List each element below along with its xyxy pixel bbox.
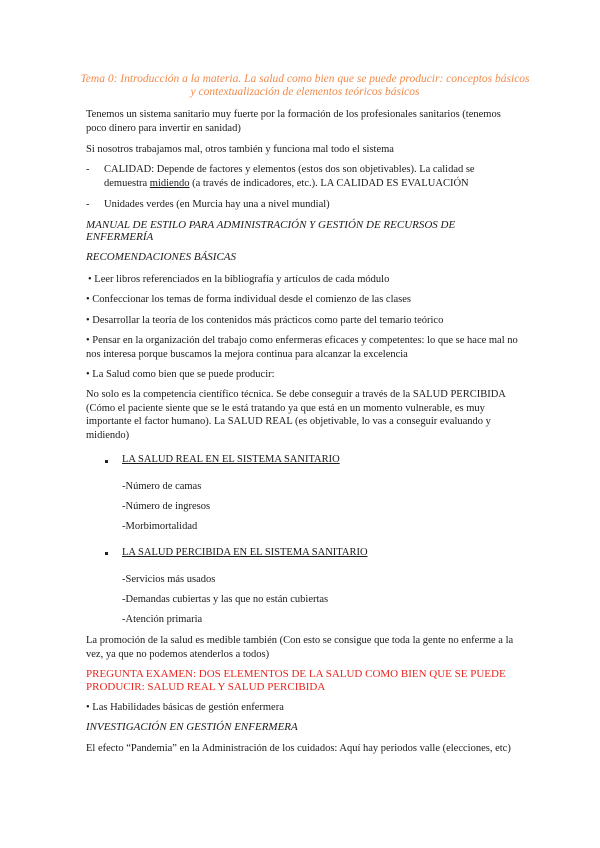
- list-item: -Demandas cubiertas y las que no están cubiertas: [122, 594, 329, 605]
- bullet-item: • Leer libros referenciados en la bibliografía y artículos de cada módulo: [88, 274, 390, 285]
- dash-marker: -: [86, 164, 90, 175]
- dash-item-calidad: [104, 163, 518, 190]
- calidad-text-a: CALIDAD: Depende de factores y elementos (estos dos son objetivables). La calidad se demuestra: [104, 164, 475, 189]
- paragraph-intro: Tenemos un sistema sanitario muy fuerte por la formación de los profesionales sanitarios (tenemos poco dinero para invertir en sanidad): [86, 109, 501, 134]
- square-bullet-icon: [105, 552, 108, 555]
- title-line-1: Tema 0: Introducción a la materia. La salud como bien que se puede producir: conceptos básicos: [80, 73, 530, 85]
- paragraph-promocion: La promoción de la salud es medible también (Con esto se consigue que toda la gente no enferme a la vez, ya que no podemos atenderlos a todos): [86, 635, 514, 660]
- dash-marker: -: [86, 199, 90, 210]
- list-item: -Número de camas: [122, 481, 202, 492]
- bullet-item: • Desarrollar la teoría de los contenidos más prácticos como parte del temario teórico: [86, 315, 444, 326]
- bullet-item: • Las Habilidades básicas de gestión enfermera: [86, 702, 284, 713]
- exam-note: PREGUNTA EXAMEN: DOS ELEMENTOS DE LA SALUD COMO BIEN QUE SE PUEDE PRODUCIR: SALUD REAL Y SALUD PERCIBIDA: [86, 668, 506, 693]
- list-item: -Servicios más usados: [122, 574, 216, 585]
- list-item: -Atención primaria: [122, 614, 203, 625]
- section-salud-percibida: LA SALUD PERCIBIDA EN EL SISTEMA SANITARIO: [122, 547, 368, 558]
- calidad-underlined: midiendo: [149, 177, 190, 189]
- list-item: -Número de ingresos: [122, 501, 211, 512]
- dash-item-unidades: Unidades verdes (en Murcia hay una a nivel mundial): [104, 199, 330, 210]
- heading-investigacion: INVESTIGACIÓN EN GESTIÓN ENFERMERA: [86, 721, 298, 733]
- document-title: [70, 73, 540, 99]
- list-item: -Morbimortalidad: [122, 521, 198, 532]
- bullet-item: • Confeccionar los temas de forma individual desde el comienzo de las clases: [86, 294, 411, 305]
- title-line-2: y contextualización de elementos teóricos básicos: [190, 86, 420, 98]
- paragraph-system: Si nosotros trabajamos mal, otros también y funciona mal todo el sistema: [86, 144, 394, 155]
- bullet-item: • La Salud como bien que se puede producir:: [86, 369, 275, 380]
- square-bullet-icon: [105, 460, 108, 463]
- calidad-text-b: (a través de indicadores, etc.). LA CALIDAD ES EVALUACIÓN: [189, 177, 469, 189]
- section-salud-real: LA SALUD REAL EN EL SISTEMA SANITARIO: [122, 454, 340, 465]
- heading-manual: MANUAL DE ESTILO PARA ADMINISTRACIÓN Y GESTIÓN DE RECURSOS DE ENFERMERÍA: [86, 219, 456, 243]
- paragraph-salud: No solo es la competencia científico técnica. Se debe conseguir a través de la SALUD PERCIBIDA (Cómo el paciente siente que se le está tratando ya que está en un momento vulnerable, es muy importante el factor humano). La SALUD REAL (es objetivable, lo vas a conseguir evaluando y midiendo): [86, 389, 506, 441]
- heading-recomendaciones: RECOMENDACIONES BÁSICAS: [86, 251, 237, 263]
- paragraph-pandemia: El efecto “Pandemia” en la Administración de los cuidados: Aquí hay periodos valle (elecciones, etc): [86, 743, 511, 754]
- bullet-item: • Pensar en la organización del trabajo como enfermeras eficaces y competentes: lo que se hace mal no nos interesa porque buscamos la mejora continua para alcanzar la excelencia: [86, 335, 518, 360]
